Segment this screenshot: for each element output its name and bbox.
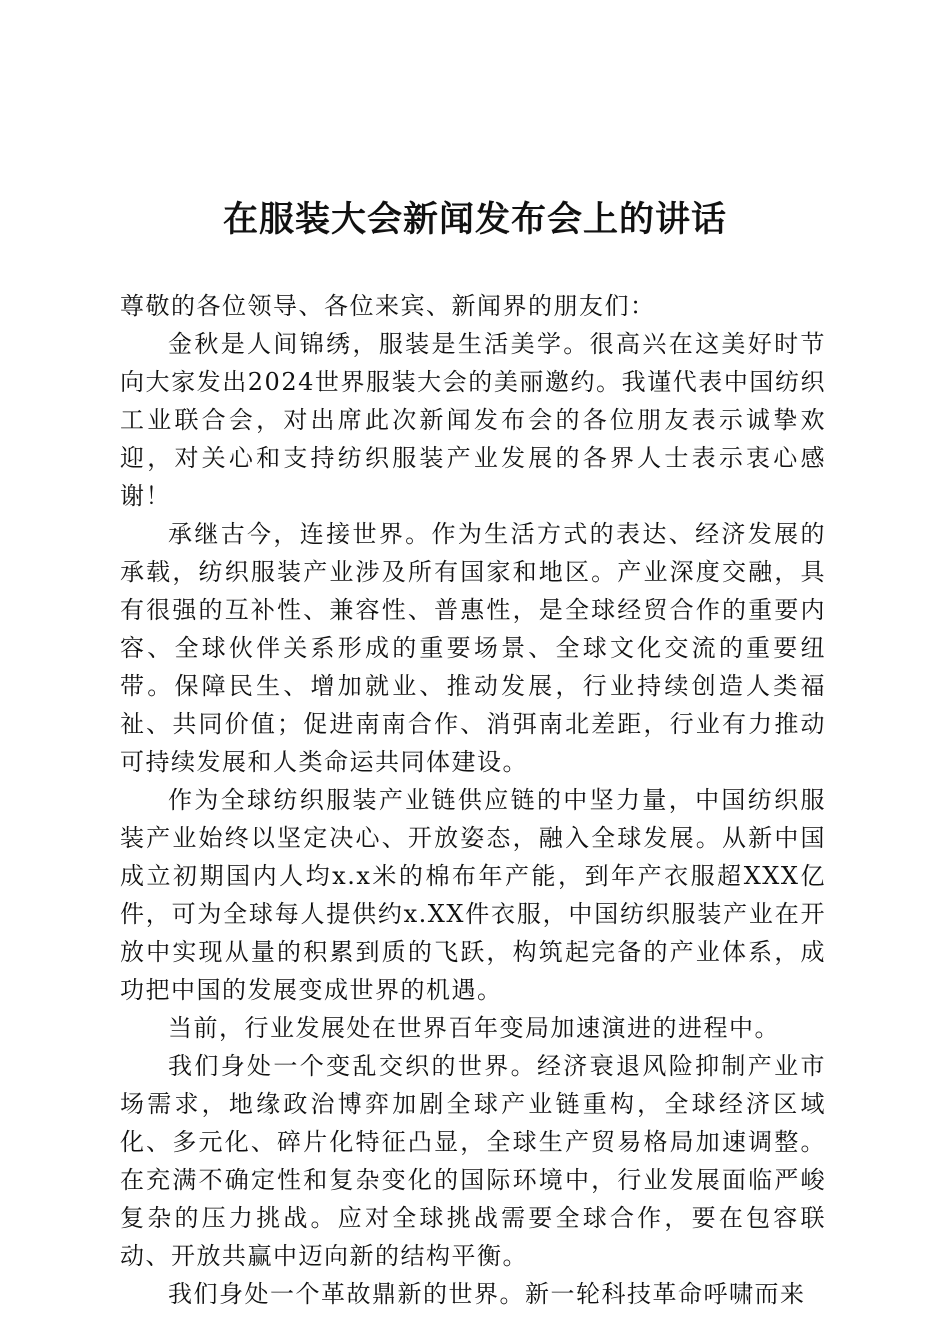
paragraph: 金秋是人间锦绣，服装是生活美学。很高兴在这美好时节向大家发出2024世界服装大会的美丽邀约。我谨代表中国纺织工业联合会，对出席此次新闻发布会的各位朋友表示诚挚欢迎，对关心和支持纺织服装产业发展的各界人士表示衷心感谢！: [120, 330, 826, 510]
paragraph: 作为全球纺织服装产业链供应链的中坚力量，中国纺织服装产业始终以坚定决心、开放姿态，融入全球发展。从新中国成立初期国内人均x.x米的棉布年产能，到年产衣服超XXX亿件，可为全球每人提供约x.XX件衣服，中国纺织服装产业在开放中实现从量的积累到质的飞跃，构筑起完备的产业体系，成功把中国的发展变成世界的机遇。: [120, 786, 826, 1004]
paragraph: 当前，行业发展处在世界百年变局加速演进的进程中。: [168, 1014, 780, 1042]
paragraph: 我们身处一个革故鼎新的世界。新一轮科技革命呼啸而来: [168, 1280, 806, 1308]
paragraph: 我们身处一个变乱交织的世界。经济衰退风险抑制产业市场需求，地缘政治博弈加剧全球产业链重构，全球经济区域化、多元化、碎片化特征凸显，全球生产贸易格局加速调整。在充满不确定性和复杂变化的国际环境中，行业发展面临严峻复杂的压力挑战。应对全球挑战需要全球合作，要在包容联动、开放共赢中迈向新的结构平衡。: [120, 1052, 826, 1270]
document-body: [120, 287, 826, 1313]
salutation: 尊敬的各位领导、各位来宾、新闻界的朋友们：: [120, 292, 656, 320]
document-title: 在服装大会新闻发布会上的讲话: [222, 199, 727, 240]
paragraph: 承继古今，连接世界。作为生活方式的表达、经济发展的承载，纺织服装产业涉及所有国家和地区。产业深度交融，具有很强的互补性、兼容性、普惠性，是全球经贸合作的重要内容、全球伙伴关系形成的重要场景、全球文化交流的重要纽带。保障民生、增加就业、推动发展，行业持续创造人类福祉、共同价值；促进南南合作、消弭南北差距，行业有力推动可持续发展和人类命运共同体建设。: [120, 520, 826, 776]
